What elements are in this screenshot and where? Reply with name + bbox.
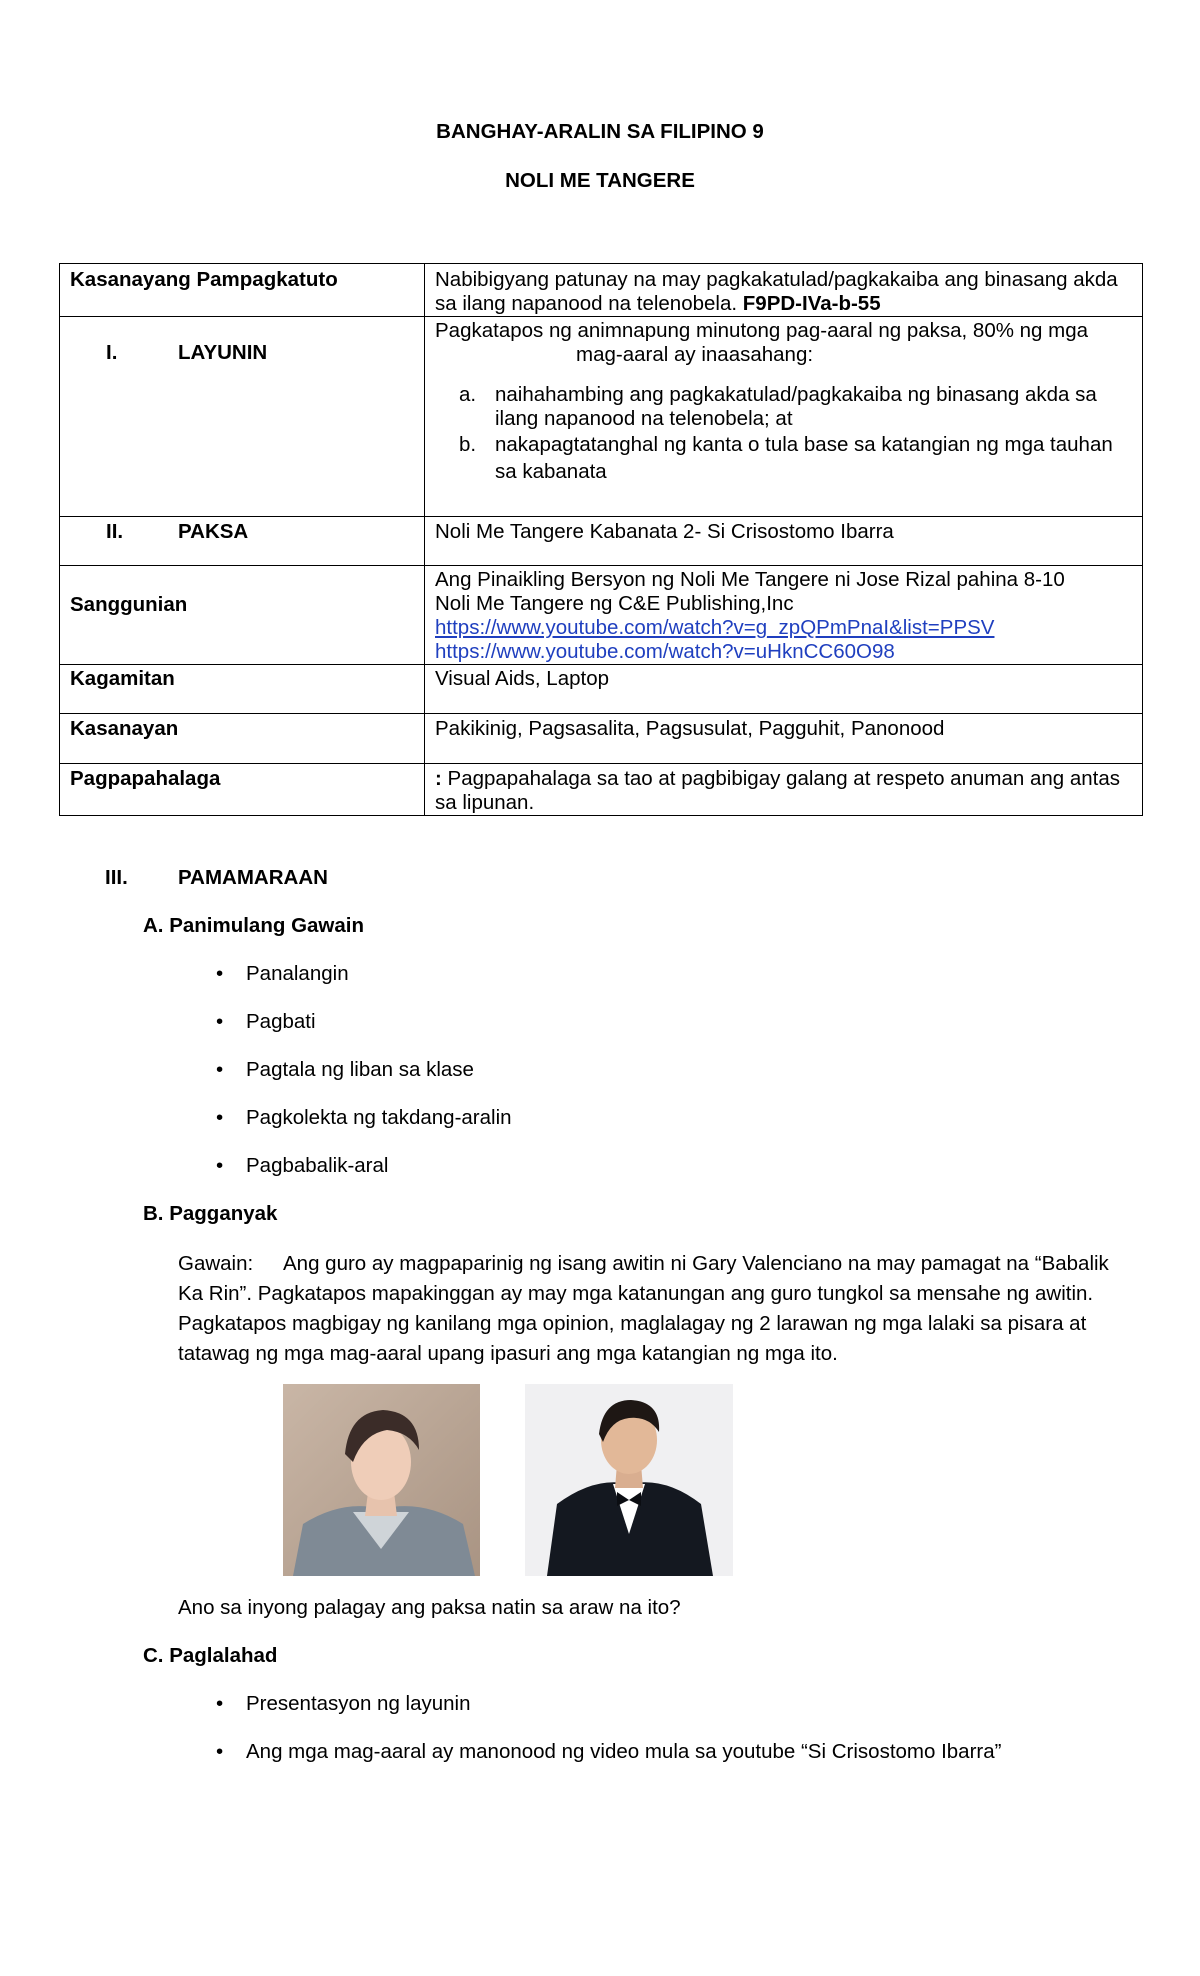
pagpapahalaga-label: Pagpapahalaga bbox=[60, 764, 425, 816]
list-item bbox=[435, 431, 1132, 485]
photo-man-tuxedo bbox=[525, 1384, 733, 1576]
bullet-icon: • bbox=[216, 1010, 224, 1033]
paksa-number: II. bbox=[106, 520, 124, 543]
row-kagamitan bbox=[60, 665, 1143, 714]
pamamaraan-number: III. bbox=[105, 866, 128, 889]
gawain-paragraph bbox=[178, 1249, 1138, 1369]
layunin-number: I. bbox=[106, 341, 118, 364]
list-item-text: Pagbati bbox=[246, 1010, 316, 1033]
gawain-label: Gawain: bbox=[178, 1252, 254, 1275]
list-item-text: Ang mga mag-aaral ay manonood ng video mula sa youtube “Si Crisostomo Ibarra” bbox=[246, 1740, 1002, 1763]
row-kasanayan bbox=[60, 264, 1143, 317]
list-marker: a. bbox=[459, 383, 477, 406]
kasanayan-text: Nabibigyang patunay na may pagkakatulad/pagkakaiba ang binasang akda sa ilang napanood na telenobela. bbox=[435, 268, 1118, 315]
panimulang-gawain-list bbox=[216, 962, 512, 1202]
bullet-icon: • bbox=[216, 1106, 224, 1129]
list-item bbox=[435, 383, 1132, 431]
layunin-intro-1: Pagkatapos ng animnapung minutong pag-aaral ng paksa, 80% ng mga bbox=[435, 319, 1089, 342]
pagpapahalaga-text: Pagpapahalaga sa tao at pagbibigay galang at respeto anuman ang antas sa lipunan. bbox=[435, 767, 1120, 814]
list-item bbox=[216, 1692, 1001, 1740]
row-sanggunian bbox=[60, 566, 1143, 665]
layunin-a: naihahambing ang pagkakatulad/pagkakaiba ng binasang akda sa ilang napanood na telenobela; at bbox=[495, 383, 1097, 430]
bullet-icon: • bbox=[216, 1692, 224, 1715]
sanggunian-label: Sanggunian bbox=[60, 566, 425, 665]
kasanayan-code: F9PD-IVa-b-55 bbox=[742, 292, 881, 315]
row-layunin bbox=[60, 317, 1143, 517]
document-title: BANGHAY-ARALIN SA FILIPINO 9 bbox=[436, 120, 764, 143]
youtube-link-2[interactable]: https://www.youtube.com/watch?v=uHknCC60O98 bbox=[435, 640, 895, 663]
panimulang-gawain-heading: A. Panimulang Gawain bbox=[143, 914, 364, 937]
row-kasanayan-skills bbox=[60, 714, 1143, 764]
row-paksa bbox=[60, 517, 1143, 566]
layunin-intro-2: mag-aaral ay inaasahang: bbox=[576, 343, 814, 366]
layunin-cell-label bbox=[60, 317, 425, 517]
paglalahad-heading: C. Paglalahad bbox=[143, 1644, 278, 1667]
layunin-cell bbox=[425, 317, 1143, 517]
bullet-icon: • bbox=[216, 1154, 224, 1177]
sanggunian-2: Noli Me Tangere ng C&E Publishing,Inc bbox=[435, 592, 794, 615]
photo-man-denim-shirt bbox=[283, 1384, 480, 1576]
pagpapahalaga-colon: : bbox=[435, 767, 442, 790]
gawain-text: Ang guro ay magpaparinig ng isang awitin ni Gary Valenciano na may pamagat na “Babalik Ka Rin”. Pagkatapos mapakinggan ay may mga katanungan ang guro tungkol sa mensahe ng awitin. Pagkatapos magbigay ng kanilang mga opinion, maglalagay ng 2 larawan ng mga lalaki sa pisara at tatawag ng mga mag-aaral upang ipasuri ang mga katangian ng mga ito. bbox=[178, 1252, 1109, 1365]
list-item bbox=[216, 962, 512, 1010]
pagganyak-heading: B. Pagganyak bbox=[143, 1202, 278, 1225]
question-text: Ano sa inyong palagay ang paksa natin sa araw na ito? bbox=[178, 1596, 681, 1619]
kasanayan-skills-label: Kasanayan bbox=[60, 714, 425, 764]
paksa-cell-label bbox=[60, 517, 425, 566]
paksa-label: PAKSA bbox=[178, 520, 249, 543]
kasanayan-skills-text: Pakikinig, Pagsasalita, Pagsusulat, Pagguhit, Panonood bbox=[425, 714, 1143, 764]
pagpapahalaga-cell bbox=[425, 764, 1143, 816]
list-item bbox=[216, 1740, 1001, 1788]
sanggunian-1: Ang Pinaikling Bersyon ng Noli Me Tangere ni Jose Rizal pahina 8-10 bbox=[435, 568, 1065, 591]
list-item bbox=[216, 1106, 512, 1154]
list-marker: b. bbox=[459, 433, 477, 456]
sanggunian-cell bbox=[425, 566, 1143, 665]
pamamaraan-title: PAMAMARAAN bbox=[178, 866, 328, 889]
list-item-text: Pagbabalik-aral bbox=[246, 1154, 389, 1177]
bullet-icon: • bbox=[216, 1740, 224, 1763]
list-item-text: Pagkolekta ng takdang-aralin bbox=[246, 1106, 512, 1129]
youtube-link-1[interactable]: https://www.youtube.com/watch?v=g_zpQPmPnaI&list=PPSV bbox=[435, 616, 995, 639]
list-item-text: Presentasyon ng layunin bbox=[246, 1692, 471, 1715]
layunin-label: LAYUNIN bbox=[178, 341, 268, 364]
kasanayan-label: Kasanayang Pampagkatuto bbox=[60, 264, 425, 317]
paksa-text: Noli Me Tangere Kabanata 2- Si Crisostomo Ibarra bbox=[425, 517, 1143, 566]
bullet-icon: • bbox=[216, 1058, 224, 1081]
lesson-plan-table bbox=[59, 263, 1143, 816]
document-subtitle: NOLI ME TANGERE bbox=[505, 169, 695, 192]
layunin-list bbox=[435, 383, 1132, 485]
list-item bbox=[216, 1058, 512, 1106]
bullet-icon: • bbox=[216, 962, 224, 985]
kagamitan-text: Visual Aids, Laptop bbox=[425, 665, 1143, 714]
kagamitan-label: Kagamitan bbox=[60, 665, 425, 714]
paglalahad-list bbox=[216, 1692, 1001, 1788]
list-item-text: Panalangin bbox=[246, 962, 349, 985]
list-item bbox=[216, 1010, 512, 1058]
row-pagpapahalaga bbox=[60, 764, 1143, 816]
kasanayan-cell bbox=[425, 264, 1143, 317]
list-item bbox=[216, 1154, 512, 1202]
list-item-text: Pagtala ng liban sa klase bbox=[246, 1058, 474, 1081]
layunin-b: nakapagtatanghal ng kanta o tula base sa katangian ng mga tauhan sa kabanata bbox=[495, 433, 1113, 483]
